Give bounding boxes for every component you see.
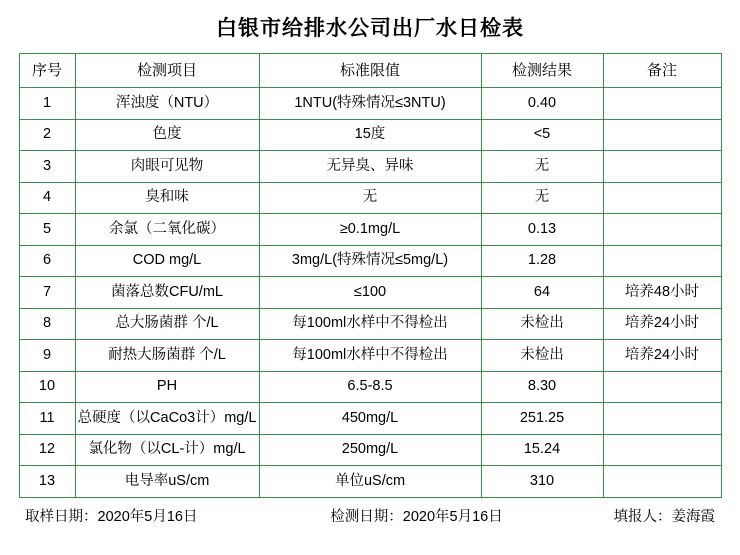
cell-item: 色度: [75, 119, 259, 151]
table-row: [19, 466, 721, 498]
water-quality-table: [19, 53, 722, 498]
cell-note: [603, 245, 721, 277]
column-header-no: 序号: [19, 54, 75, 88]
testing-date: 检测日期：2020年5月16日: [330, 508, 503, 525]
cell-standard: ≥0.1mg/L: [259, 214, 481, 246]
cell-item: PH: [75, 371, 259, 403]
cell-note: 培养48小时: [603, 277, 721, 309]
cell-standard: 无异臭、异味: [259, 151, 481, 183]
cell-result: 无: [481, 151, 603, 183]
table-header-row: [19, 54, 721, 88]
cell-note: [603, 403, 721, 435]
filled-by: 填报人：姜海霞: [613, 508, 715, 525]
cell-item: 总大肠菌群 个/L: [75, 308, 259, 340]
table-row: [19, 119, 721, 151]
table-row: [19, 340, 721, 372]
cell-item: 臭和味: [75, 182, 259, 214]
cell-standard: 每100ml水样中不得检出: [259, 340, 481, 372]
cell-standard: ≤100: [259, 277, 481, 309]
cell-no: 6: [19, 245, 75, 277]
cell-no: 8: [19, 308, 75, 340]
cell-item: 氯化物（以CL-计）mg/L: [75, 434, 259, 466]
cell-no: 9: [19, 340, 75, 372]
cell-result: 1.28: [481, 245, 603, 277]
table-row: [19, 151, 721, 183]
table-row: [19, 434, 721, 466]
cell-note: [603, 434, 721, 466]
table-row: [19, 245, 721, 277]
cell-result: 0.40: [481, 88, 603, 120]
cell-no: 11: [19, 403, 75, 435]
cell-result: 8.30: [481, 371, 603, 403]
cell-item: COD mg/L: [75, 245, 259, 277]
cell-item: 肉眼可见物: [75, 151, 259, 183]
cell-result: <5: [481, 119, 603, 151]
table-header: [19, 54, 721, 88]
cell-standard: 15度: [259, 119, 481, 151]
cell-result: 未检出: [481, 308, 603, 340]
cell-no: 4: [19, 182, 75, 214]
cell-standard: 6.5-8.5: [259, 371, 481, 403]
sampling-date: 取样日期：2020年5月16日: [25, 508, 198, 525]
cell-note: [603, 182, 721, 214]
cell-note: [603, 466, 721, 498]
cell-item: 耐热大肠菌群 个/L: [75, 340, 259, 372]
cell-no: 10: [19, 371, 75, 403]
cell-standard: 450mg/L: [259, 403, 481, 435]
cell-result: 310: [481, 466, 603, 498]
cell-note: 培养24小时: [603, 340, 721, 372]
column-header-result: 检测结果: [481, 54, 603, 88]
cell-result: 未检出: [481, 340, 603, 372]
cell-note: [603, 88, 721, 120]
footer: [19, 498, 721, 526]
cell-no: 3: [19, 151, 75, 183]
cell-item: 余氯（二氧化碳）: [75, 214, 259, 246]
cell-item: 浑浊度（NTU）: [75, 88, 259, 120]
cell-standard: 无: [259, 182, 481, 214]
cell-note: [603, 214, 721, 246]
cell-result: 15.24: [481, 434, 603, 466]
table-row: [19, 403, 721, 435]
cell-standard: 每100ml水样中不得检出: [259, 308, 481, 340]
cell-note: [603, 371, 721, 403]
table-row: [19, 182, 721, 214]
cell-standard: 3mg/L(特殊情况≤5mg/L): [259, 245, 481, 277]
cell-note: 培养24小时: [603, 308, 721, 340]
cell-no: 13: [19, 466, 75, 498]
cell-note: [603, 119, 721, 151]
column-header-standard: 标准限值: [259, 54, 481, 88]
cell-result: 64: [481, 277, 603, 309]
cell-item: 总硬度（以CaCo3计）mg/L: [75, 403, 259, 435]
cell-result: 0.13: [481, 214, 603, 246]
cell-standard: 1NTU(特殊情况≤3NTU): [259, 88, 481, 120]
cell-standard: 250mg/L: [259, 434, 481, 466]
cell-result: 251.25: [481, 403, 603, 435]
table-row: [19, 371, 721, 403]
cell-no: 1: [19, 88, 75, 120]
table-row: [19, 308, 721, 340]
page-title: 白银市给排水公司出厂水日检表: [216, 17, 524, 40]
cell-standard: 单位uS/cm: [259, 466, 481, 498]
cell-no: 7: [19, 277, 75, 309]
table-body: [19, 88, 721, 498]
cell-result: 无: [481, 182, 603, 214]
cell-item: 电导率uS/cm: [75, 466, 259, 498]
cell-no: 2: [19, 119, 75, 151]
table-row: [19, 277, 721, 309]
column-header-item: 检测项目: [75, 54, 259, 88]
table-row: [19, 88, 721, 120]
table-row: [19, 214, 721, 246]
cell-item: 菌落总数CFU/mL: [75, 277, 259, 309]
cell-no: 12: [19, 434, 75, 466]
cell-note: [603, 151, 721, 183]
cell-no: 5: [19, 214, 75, 246]
column-header-note: 备注: [603, 54, 721, 88]
